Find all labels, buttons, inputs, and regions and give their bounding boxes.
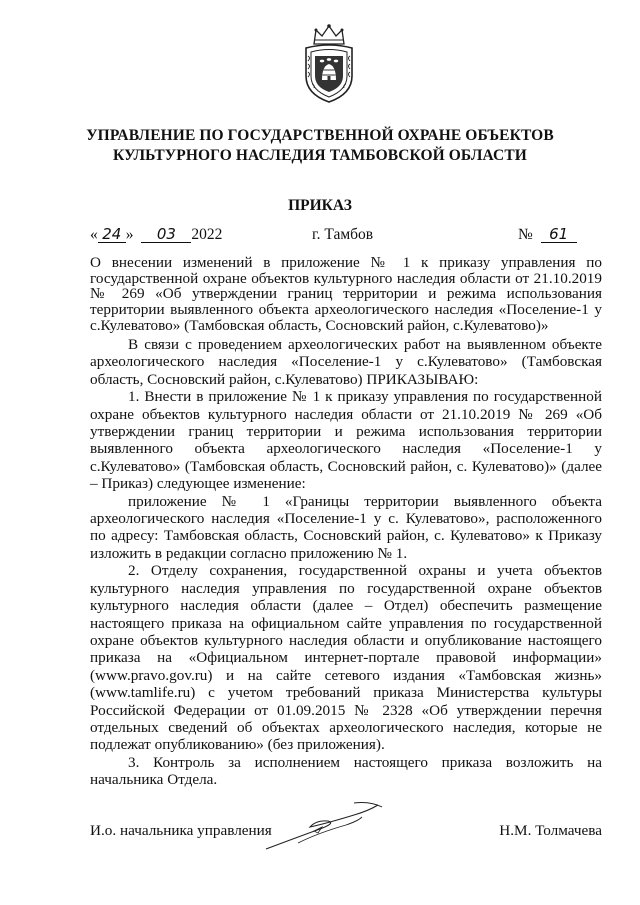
body-intro: В связи с проведением археологических работ на выявленном объекте археологического наследия «Поселение-1 у с.Кулеватово» (Тамбовская область, Сосновский район, с.Кулеватово) ПРИКАЗЫВАЮ: xyxy=(90,336,602,388)
body-item-1: 1. Внести в приложение № 1 к приказу управления по государственной охране объектов культурного наследия области от 21.10.2019 № 269 «Об утверждении границ территории и режима использования территории выявленного объекта археологического наследия «Поселение-1 у с.Кулеватово» (Тамбовская область, Сосновский район, с. Кулеватово)» (далее – Приказ) следующее изменение: xyxy=(90,388,602,493)
date-month: 03 xyxy=(141,227,191,243)
order-number-value: 61 xyxy=(541,227,577,243)
date-day: 24 xyxy=(98,227,126,243)
date-quote-open: « xyxy=(90,226,98,243)
coat-of-arms-icon xyxy=(300,22,358,104)
body-item-3: 3. Контроль за исполнением настоящего приказа возложить на начальника Отдела. xyxy=(90,753,602,789)
organization-title xyxy=(60,126,580,166)
order-number-label: № xyxy=(518,226,533,243)
order-subject: О внесении изменений в приложение № 1 к приказу управления по государственной охране объектов культурного наследия области от 21.10.2019 № 269 «Об утверждении границ территории и режима использования территории выявленного объекта археологического наследия «Поселение-1 у с.Кулеватово» (Тамбовская область, Сосновский район, с.Кулеватово)» xyxy=(90,254,602,334)
organization-title-line1: УПРАВЛЕНИЕ ПО ГОСУДАРСТВЕННОЙ ОХРАНЕ ОБЪЕКТОВ xyxy=(86,127,554,144)
date-quote-close: » xyxy=(125,226,134,243)
order-city: г. Тамбов xyxy=(312,226,374,243)
body-item-2: 2. Отделу сохранения, государственной охраны и учета объектов культурного наследия управления по государственной охране объектов культурного наследия области (далее – Отдел) обеспечить размещение настоящего приказа на официальном сайте управления по государственной охране объектов культурного наследия области и опубликование настоящего приказа на «Официальном интернет-портале правовой информации» (www.pravo.gov.ru) и на сайте сетевого издания «Тамбовская жизнь» (www.tamlife.ru) с учетом требований приказа Министерства культуры Российской Федерации от 01.09.2015 № 2328 «Об утверждении перечня отдельных сведений об объектах археологического наследия, которые не подлежат опубликованию» (без приложения). xyxy=(90,562,602,754)
organization-title-line2: КУЛЬТУРНОГО НАСЛЕДИЯ ТАМБОВСКОЙ ОБЛАСТИ xyxy=(113,147,527,164)
signatory-role: И.о. начальника управления xyxy=(90,822,272,839)
document-type-title: ПРИКАЗ xyxy=(288,197,352,214)
body-item-1-detail: приложение № 1 «Границы территории выявленного объекта археологического наследия «Поселение-1 у с. Кулеватово», расположенного по адресу: Тамбовская область, Сосновский район, с. Кулеватово» к Приказу изложить в редакции согласно приложению № 1. xyxy=(90,492,602,562)
signatory-name: Н.М. Толмачева xyxy=(499,822,602,839)
order-date xyxy=(90,226,222,244)
signature-icon xyxy=(258,793,388,855)
order-body xyxy=(90,336,602,789)
order-number xyxy=(518,226,577,244)
date-year: 2022 xyxy=(191,226,223,243)
